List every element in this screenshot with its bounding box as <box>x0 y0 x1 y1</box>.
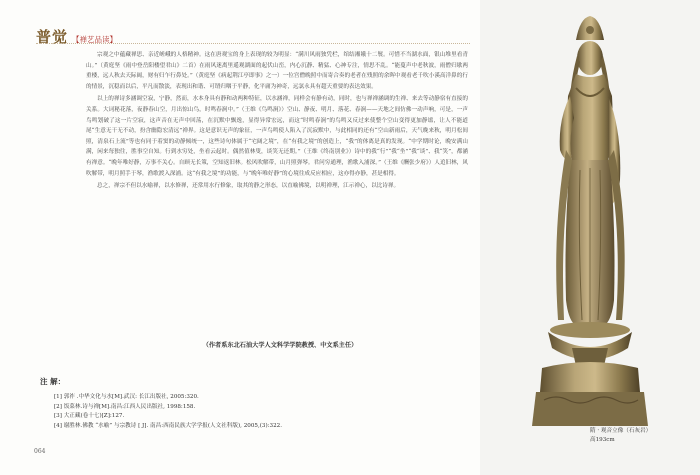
paragraph: 以上的禅诗多涵调空寂，宁静，然而，水本身具有静和动两种特征，以水涵禅，同样会有静有动，同时，也与禅禅涵调的生禅、来去等动静宿有直接的关系。大词秘花落，夜静春山空，月出惊山鸟，时鸣春涧中。”（王维《鸟鸣涧》）空山、静夜、明月、落花、春涧——天地之间仿佛一动声响，可是，一声鸟鸣划破了这一片空寂，这声音在无声中回荡，在沉默中飘逸，显得异常宏远，而这“时鸣春涧”的鸟鸣又反过来使整个空山变得更加静谧，让人不能道尾“生意无干无不动，扮含幽隐宏清远”禅界。这是意识无声的象征，一声鸟鸣使人陷入了沉寂默中，与此相同的还有“空山新雨后，天气晚来秋，明月松间照，清泉石上流”等也有同于着窦的动静倾统一，这些诗句体属于“宅阔之境”，在“有我之境”的创造上，“我”的体离是真的发现。“中学期时论，晚安满山满，闲来每独往，胜事空自知。行到水穷处，坐看云起时。偶然值林叟，谈笑无还期。”（王维《终南别业》）诗中的我“行”“我“坐”“我“谈”、我“笑”，都涵有禅意。“晚年唯好静，万事不关心。自顾无长策，空知返旧林。松风吹解带，山月照弹琴。君问穷通理，渔歌入浦深。”（王维《酬张少府》）人追旧林，风吹解带，明月照手于琴，渔歌渡入深浦。这“有我之境”的功能，与“晚年唯好静”的心境往成反应相应，这亦得亦静，甚是相得。 <box>86 96 468 177</box>
pedestal-top <box>550 322 630 338</box>
paragraph: 宗观之中蕴藏禅思、亲近嵯峨的人格精神。这在唐观宝的身上表现的较为明显：“满川风雨独凭栏，绾结湘娥十二鬟。可惜不当湖水面，银山堆里看青山。”（黄庭坚《雨中登岳阳楼望君山》二首）在雨风迷离里遥观湖面的起伏山峦，内心沉静、精猛、心神专注，情思不乱。“能蔓声中老秋波，雨僧归歇两重楼，远人秋去天际阔，财有归乍行鼻处。”（黄庭坚《病起荆江亭即事》之一）一位宫僧晚照中而寄合奏的老者在残照的余晖中观看老千吹小溪高洋鼻的行的情景，沉稳而以后，平凡而散淡，表现出和谐、可谓归咽于平静，化平庸为神奇，远氯永具有超天重要的表达效果。 <box>86 52 468 90</box>
author-credit: （作者系东北石油大学人文科学学院教授、中文系主任） <box>202 342 358 349</box>
page-number: 064 <box>34 448 46 455</box>
notes-list <box>54 393 454 431</box>
header-divider <box>36 43 470 44</box>
pedestal-base <box>532 392 648 426</box>
caption-title: 隋 · 观音立像（石灰岩） <box>590 428 652 434</box>
statue-torso <box>568 74 613 160</box>
image-caption <box>590 427 690 445</box>
guanyin-statue-image <box>480 0 700 430</box>
caption-size: 高193cm <box>590 437 615 443</box>
note-item: [1] 郭祚 .中华文化与水[M].武汉: 长江出版社, 2005:320. <box>54 394 199 400</box>
page-title: 普觉 <box>36 28 69 46</box>
note-item: [3] 大正藏(卷十七)[Z]:127. <box>54 413 125 420</box>
statue-head <box>577 41 603 75</box>
note-item: [2] 饭菜林.诗与禅[M].南昌:江西人民出版社, 1998:158. <box>54 403 196 410</box>
note-item: [4] 谢胜林.佛教 “水喻” 与宗教诗 [ J]. 南昌:西南民族大学学报(人文社科版), 2005,(3):322. <box>54 422 282 429</box>
section-label: 【禅艺品读】 <box>72 35 118 44</box>
article-body <box>86 50 468 194</box>
crown-jewel <box>586 26 594 34</box>
notes-heading: 注 解： <box>40 377 66 386</box>
paragraph: 总之，禅宗不但以水喻禅，以水修禅，还常用水行修象，取其的静之形态，以直喻佛境，以明禅理，江示禅心，以比诗禅。 <box>97 183 400 190</box>
